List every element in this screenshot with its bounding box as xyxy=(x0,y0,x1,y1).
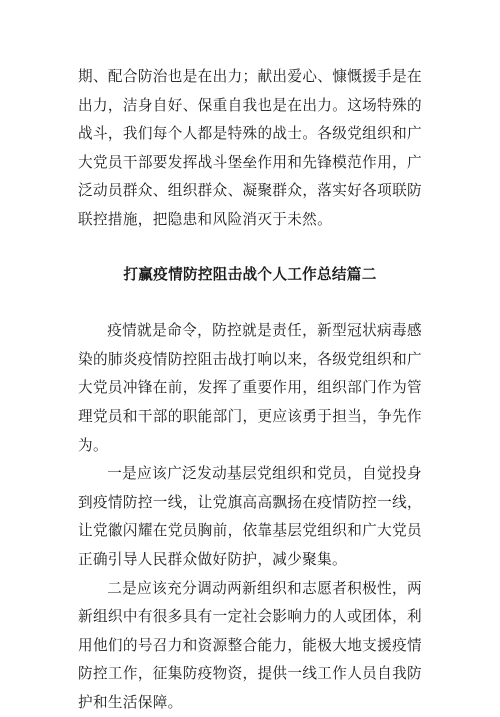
body-paragraph-1: 疫情就是命令，防控就是责任，新型冠状病毒感染的肺炎疫情防控阻击战打响以来，各级党组织和广大党员冲锋在前，发挥了重要作用，组织部门作为管理党员和干部的职能部门，更应该勇于担当，争先作为。 xyxy=(78,317,422,460)
body-paragraph-2: 一是应该广泛发动基层党组织和党员，自觉投身到疫情防控一线，让党旗高高飘扬在疫情防控一线，让党徽闪耀在党员胸前，依靠基层党组织和广大党员正确引导人民群众做好防护，减少聚集。 xyxy=(78,460,422,574)
body-paragraph-3: 二是应该充分调动两新组织和志愿者积极性，两新组织中有很多具有一定社会影响力的人或团体，利用他们的号召力和资源整合能力，能极大地支援疫情防控工作，征集防疫物资，提供一线工作人员自我防护和生活保障。 xyxy=(78,575,422,717)
continuation-paragraph: 期、配合防治也是在出力；献出爱心、慷慨援手是在出力，洁身自好、保重自我也是在出力。这场特殊的战斗，我们每个人都是特殊的战士。各级党组织和广大党员干部要发挥战斗堡垒作用和先锋模范作用，广泛动员群众、组织群众、凝聚群众，落实好各项联防联控措施，把隐患和风险消灭于未然。 xyxy=(78,63,422,235)
section-title: 打赢疫情防控阻击战个人工作总结篇二 xyxy=(78,261,422,290)
